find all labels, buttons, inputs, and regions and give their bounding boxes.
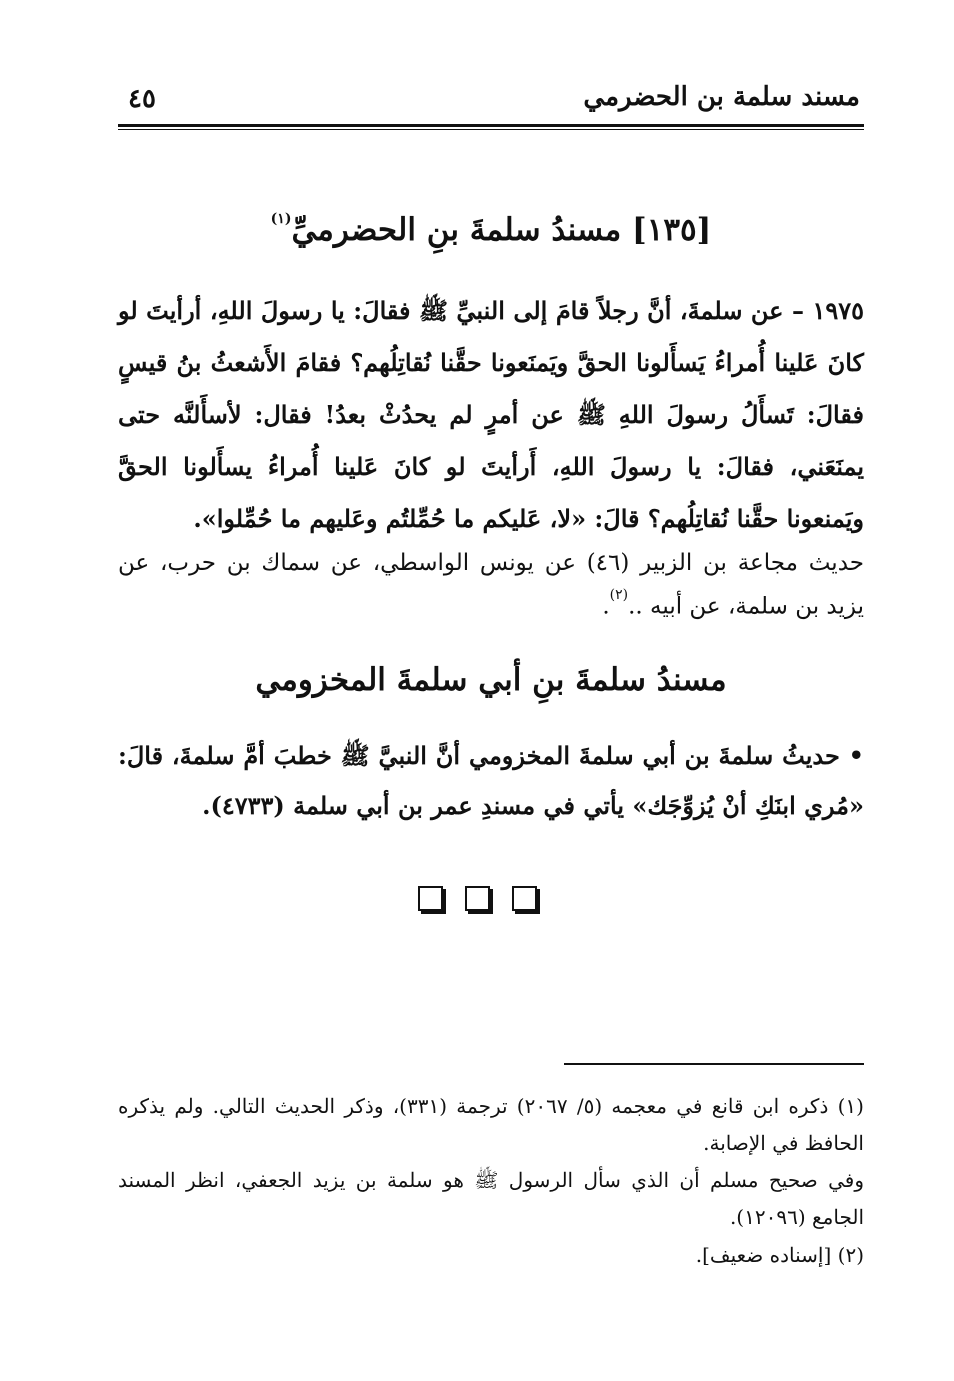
hadith-1975: ١٩٧٥ – عن سلمةَ، أنَّ رجلاً قامَ إلى النبيِّ ﷺ فقالَ: يا رسولَ اللهِ، أرأيتَ لو كانَ عَلينا أُمراءُ يَسأَلونا الحقَّ ويَمنَعونا حقَّنا نُقاتِلُهم؟ فقامَ الأَشعثُ بنُ قيسٍ فقالَ: تَسأَلُ رسولَ اللهِ ﷺ عن أمرٍ لم يحدُثْ بعدُ! فقال: لأسأَلنَّه حتى يمنَعَني، فقالَ: يا رسولَ اللهِ، أَرأيتَ لو كانَ عَلينا أُمراءُ يسأَلونا الحقَّ ويَمنعونا حقَّنا نُقاتِلُهم؟ قالَ: «لا، عَليكم ما حُمِّلتُم وعَليهم ما حُمِّلوا».	[118, 296, 864, 533]
square-ornament-icon	[512, 886, 537, 911]
header-rule-thin	[118, 129, 864, 130]
header-rule-thick	[118, 124, 864, 127]
hadith-source-note	[118, 544, 864, 626]
source-end: .	[602, 593, 610, 620]
section-heading-salama-makhzumi: مسندُ سلمةَ بنِ أبي سلمةَ المخزومي	[255, 662, 727, 698]
footnote-1-continuation: وفي صحيح مسلم أن الذي سأل الرسول ﷺ هو سلمة بن يزيد الجعفي، انظر المسند الجامع (١٢٠٩٦).	[118, 1168, 864, 1229]
footnote-1: (١) ذكره ابن قانع في معجمه (٥/ ٢٠٦٧) ترجمة (٣٣١)، وذكر الحديث التالي. ولم يذكره الحافظ في الإصابة.	[118, 1094, 864, 1155]
section-end-ornament	[0, 886, 954, 911]
footnote-ref-2: (٢)	[609, 587, 629, 603]
footnote-ref-1: (١)	[270, 210, 292, 227]
cross-reference-paragraph: • حديثُ سلمةَ بن أبي سلمةَ المخزومي أنَّ النبيَّ ﷺ خطبَ أمَّ سلمةَ، قالَ: «مُري ابنَكِ أنْ يُزوِّجَك» يأتي في مسندِ عمر بن أبي سلمة (٤٧٣٣).	[118, 741, 864, 820]
page-number: ٤٥	[128, 84, 156, 114]
square-ornament-icon	[465, 886, 490, 911]
footnote-rule	[564, 1063, 864, 1065]
section-heading-salama-hadrami	[118, 212, 864, 248]
footnote-2: (٢) [إسناده ضعيف].	[695, 1243, 864, 1267]
source-text: حديث مجاعة بن الزبير (٤٦) عن يونس الواسطي، عن سماك بن حرب، عن يزيد بن سلمة، عن أبيه ..	[118, 550, 864, 620]
heading-text: [١٣٥] مسندُ سلمةَ بنِ الحضرميِّ	[291, 212, 712, 248]
running-header-title: مسند سلمة بن الحضرمي	[583, 82, 860, 112]
square-ornament-icon	[418, 886, 443, 911]
